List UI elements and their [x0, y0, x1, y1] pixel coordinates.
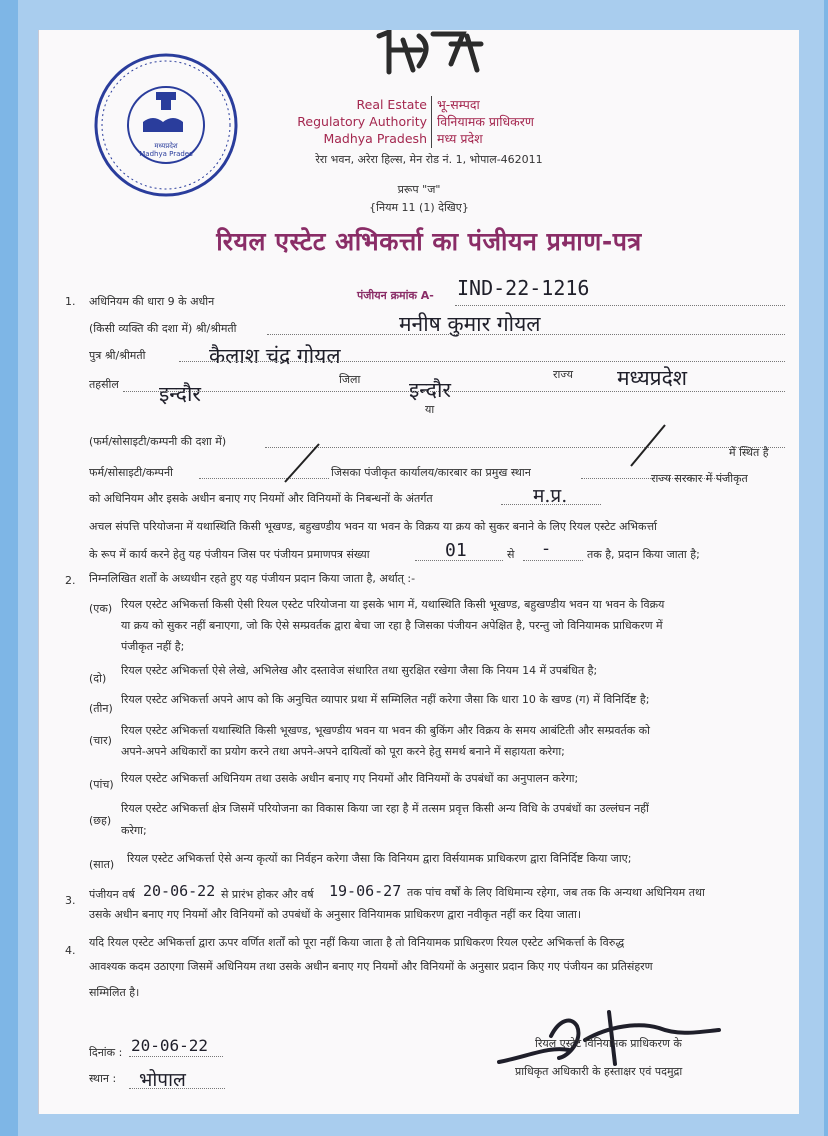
holder-name: मनीष कुमार गोयल	[399, 312, 541, 336]
dotted-line	[455, 305, 785, 306]
certificate-page	[38, 30, 799, 1114]
condition-1-line2: या क्रय को सुकर नहीं बनाएगा, जो कि ऐसे सम्प्रवर्तक द्वारा बेचा जा रहा है जिसका पंजीयन अपेक्षित है, परन्तु जो विनियामक प्राधिकरण में	[121, 619, 663, 632]
condition-1-line1: रियल एस्टेट अभिकर्त्ता किसी ऐसी रियल एस्टेट परियोजना या इसके भाग में, यथास्थिति किसी भूखण्ड, बहुखण्डीय भवन या भवन के विक्रय	[121, 598, 665, 611]
section2-intro: निम्नलिखित शर्तों के अध्यधीन रहते हुए यह पंजीयन प्रदान किया जाता है, अर्थात् :-	[89, 572, 416, 585]
condition-2-label: (दो)	[89, 672, 107, 685]
issue-place: भोपाल	[139, 1069, 186, 1091]
line5b: से	[507, 548, 515, 561]
signatory-line1: रियल एस्टेट विनियामक प्राधिकरण के	[535, 1037, 682, 1050]
tehsil-label: तहसील	[89, 378, 119, 391]
certificate-title: रियल एस्टेट अभिकर्त्ता का पंजीयन प्रमाण-पत्र	[216, 227, 642, 256]
condition-3-label: (तीन)	[89, 702, 113, 715]
section3-number: 3.	[65, 894, 76, 907]
dotted-line	[415, 560, 503, 561]
form-label: प्ररूप "ज"	[397, 183, 441, 196]
section4-line1: यदि रियल एस्टेट अभिकर्त्ता द्वारा ऊपर वर्णित शर्तों को पूरा नहीं किया जाता है तो विनियामक प्राधिकरण रियल एस्टेट अभिकर्त्ता के विरुद्ध	[89, 936, 625, 949]
tehsil-value: इन्दौर	[159, 382, 201, 406]
condition-5-label: (पांच)	[89, 778, 114, 791]
validity-label-a: पंजीयन वर्ष	[89, 888, 135, 901]
condition-5-line1: रियल एस्टेट अभिकर्त्ता अधिनियम तथा उसके अधीन बनाए गए नियमों और विनियमों के उपबंधों का अनुपालन करेगा;	[121, 772, 579, 785]
line5c: तक है, प्रदान किया जाता है;	[587, 548, 700, 561]
section2-number: 2.	[65, 574, 76, 587]
firm-line1: (फर्म/सोसाइटी/कम्पनी की दशा में)	[89, 435, 227, 448]
condition-1-label: (एक)	[89, 602, 113, 615]
section1-number: 1.	[65, 295, 76, 308]
section4-number: 4.	[65, 944, 76, 957]
rule-reference: {नियम 11 (1) देखिए}	[369, 201, 469, 214]
registration-number: IND-22-1216	[457, 276, 590, 300]
strike-mark-icon	[623, 422, 673, 470]
certificate-number: 01	[445, 540, 467, 561]
valid-from-date: 20-06-22	[143, 882, 216, 900]
dotted-line	[501, 504, 601, 505]
validity-label-c: तक पांच वर्षों के लिए विधिमान्य रहेगा, जब तक कि अन्यथा अधिनियम तथा	[407, 886, 705, 899]
line5a: के रूप में कार्य करने हेतु यह पंजीयन जिस पर पंजीयन प्रमाणपत्र संख्या	[89, 548, 370, 561]
condition-4-label: (चार)	[89, 734, 112, 747]
section4-line2: आवश्यक कदम उठाएगा जिसमें अधिनियम तथा उसके अधीन बनाए गए नियमों और विनियमों के अनुसार प्रदान किए गए पंजीयन का प्रतिसंहरण	[89, 960, 653, 973]
place-label: स्थान :	[89, 1072, 117, 1085]
dotted-line	[267, 334, 785, 335]
dotted-line	[129, 1056, 223, 1057]
org-name-english: Real Estate Regulatory Authority Madhya Pradesh	[297, 97, 427, 146]
state-value: मध्यप्रदेश	[617, 366, 688, 390]
registration-number-label: पंजीयन क्रमांक A-	[357, 289, 434, 302]
line4: अचल संपत्ति परियोजना में यथास्थिति किसी भूखण्ड, बहुखण्डीय भवन या भवन के विक्रय या क्रय को सुकर बनाने के लिए रियल एस्टेट अभिकर्त्ता	[89, 520, 657, 533]
condition-7-label: (सात)	[89, 858, 115, 871]
valid-to-date: 19-06-27	[329, 882, 402, 900]
firm-line3: को अधिनियम और इसके अधीन बनाए गए नियमों और विनियमों के निबन्धनों के अंतर्गत	[89, 492, 433, 505]
condition-7-line1: रियल एस्टेट अभिकर्त्ता ऐसे अन्य कृत्यों का निर्वहन करेगा जैसा कि विनियम द्वारा विर्सयामक प्राधिकरण द्वारा विनिर्दिष्ट किया जाए;	[127, 852, 632, 865]
ya-text: या	[425, 403, 435, 416]
state-label: राज्य	[553, 368, 574, 381]
dotted-line	[123, 391, 785, 392]
state-short: म.प्र.	[533, 485, 568, 507]
section1-line1: अधिनियम की धारा 9 के अधीन	[89, 295, 215, 308]
condition-4-line1: रियल एस्टेट अभिकर्त्ता यथास्थिति किसी भूखण्ड, भूखण्डीय भवन या भवन की बुकिंग और विक्रय के समय आबंटिती और सम्प्रवर्तक को	[121, 724, 650, 737]
section4-line3: सम्मिलित है।	[89, 986, 140, 999]
certificate-to: -	[543, 538, 550, 559]
condition-4-line2: अपने-अपने अधिकारों का प्रयोग करने तथा अपने-अपने दायित्वों को पूरा करने हेतु समर्थ बनाने में सहायता करेगा;	[121, 745, 565, 758]
father-label: पुत्र श्री/श्रीमती	[89, 349, 146, 362]
condition-2-line1: रियल एस्टेट अभिकर्त्ता ऐसे लेखे, अभिलेख और दस्तावेज संधारित तथा सुरक्षित रखेगा जैसा कि नियम 14 में उपबंधित है;	[121, 664, 598, 677]
svg-text:Madhya Prades: Madhya Prades	[139, 150, 193, 158]
firm-line3b: राज्य सरकार में पंजीकृत	[651, 472, 748, 485]
address: रेरा भवन, अरेरा हिल्स, मेन रोड नं. 1, भोपाल-462011	[315, 153, 543, 166]
condition-6-line1: रियल एस्टेट अभिकर्त्ता क्षेत्र जिसमें परियोजना का विकास किया जा रहा है में तत्सम प्रवृत्त किसी अन्य विधि के उपबंधों का उल्लंघन नहीं	[121, 802, 649, 815]
dotted-line	[523, 560, 583, 561]
firm-line2b: जिसका पंजीकृत कार्यालय/कारबार का प्रमुख स्थान	[331, 466, 531, 479]
signatory-line2: प्राधिकृत अधिकारी के हस्ताक्षर एवं पदमुद्रा	[515, 1065, 683, 1078]
name-label: (किसी व्यक्ति की दशा में) श्री/श्रीमती	[89, 322, 237, 335]
district-value: इन्दौर	[409, 378, 451, 402]
father-name: कैलाश चंद्र गोयल	[209, 344, 341, 368]
issue-date: 20-06-22	[131, 1036, 209, 1055]
condition-3-line1: रियल एस्टेट अभिकर्त्ता अपने आप को कि अनुचित व्यापार प्रथा में सम्मिलित नहीं करेगा जैसा कि धारा 10 के खण्ड (ग) में विनिर्दिष्ट है;	[121, 693, 650, 706]
rera-seal-icon	[91, 50, 241, 200]
org-divider	[431, 96, 432, 148]
district-label: जिला	[339, 373, 361, 386]
dotted-line	[179, 361, 785, 362]
validity-label-b: से प्रारंभ होकर और वर्ष	[221, 888, 314, 901]
firm-line2: फर्म/सोसाइटी/कम्पनी	[89, 466, 173, 479]
org-name-hindi: भू-सम्पदा विनियामक प्राधिकरण मध्य प्रदेश	[437, 97, 534, 146]
svg-text:मध्यप्रदेश: मध्यप्रदेश	[154, 142, 178, 150]
validity-label-d: उसके अधीन बनाए गए नियमों और विनियमों को उपबंधों के अनुसार विनियामक प्राधिकरण द्वारा नवीकृत नहीं कर दिया जाता।	[89, 908, 582, 921]
rera-logo-icon	[371, 30, 491, 92]
condition-6-label: (छह)	[89, 814, 112, 827]
dotted-line	[129, 1088, 225, 1089]
dotted-line	[265, 447, 785, 448]
condition-6-line2: करेगा;	[121, 824, 147, 837]
firm-line2c: में स्थित है	[729, 446, 769, 459]
condition-1-line3: पंजीकृत नहीं है;	[121, 640, 185, 653]
strike-mark-icon	[279, 440, 329, 485]
date-label: दिनांक :	[89, 1046, 123, 1059]
